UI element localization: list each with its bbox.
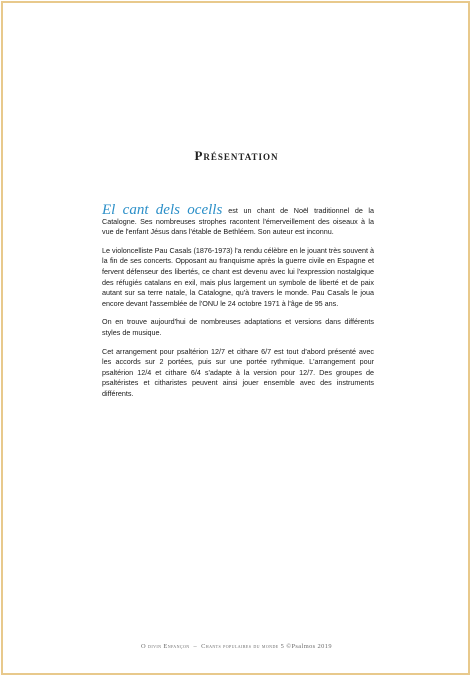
footer-book-title: O divin Enfançon (141, 643, 190, 650)
footer-separator: – (193, 643, 198, 650)
paragraph-3: On en trouve aujourd'hui de nombreuses adaptations et versions dans différents styles de musique. (102, 317, 374, 337)
body-text (102, 202, 375, 408)
page-title: Présentation (194, 148, 279, 163)
paragraph-1 (102, 202, 375, 238)
paragraph-1-text: est un chant de Noël traditionnel de la Catalogne. Ses nombreuses strophes racontent l'émerveillement des oiseaux à la vue de l'enfant Jésus dans l'étable de Bethléem. Son auteur est inconnu. (102, 206, 375, 237)
lead-title: El cant dels ocells (102, 202, 223, 218)
footer-copyright: ©Psalmos 2019 (286, 643, 332, 650)
paragraph-2: Le violoncelliste Pau Casals (1876-1973) l'a rendu célèbre en le jouant très souvent à la fin de ses concerts. Opposant au franquisme après la guerre civile en Espagne et fervent défenseur des libertés, ce chant est devenu avec lui l'expression nostalgique des réfugiés catalans en exil, mais plus largement un symbole de liberté et de paix autant sur sa terre natale, la Catalogne, qu'à travers le monde. Pau Casals le joua encore devant l'assemblée de l'ONU le 24 octobre 1971 à l'âge de 95 ans. (102, 245, 374, 308)
page-footer (0, 643, 473, 650)
footer-series: Chants populaires du monde 5 (201, 643, 285, 650)
paragraph-4: Cet arrangement pour psaltérion 12/7 et cithare 6/7 est tout d'abord présenté avec les accords sur 2 portées, puis sur une portée rythmique. L'arrangement pour psaltérion 12/4 et cithare 6/4 s'adapte à la version pour 12/7. Des groupes de psaltéristes et citharistes peuvent ainsi jouer ensemble avec des instruments différents. (102, 346, 374, 398)
